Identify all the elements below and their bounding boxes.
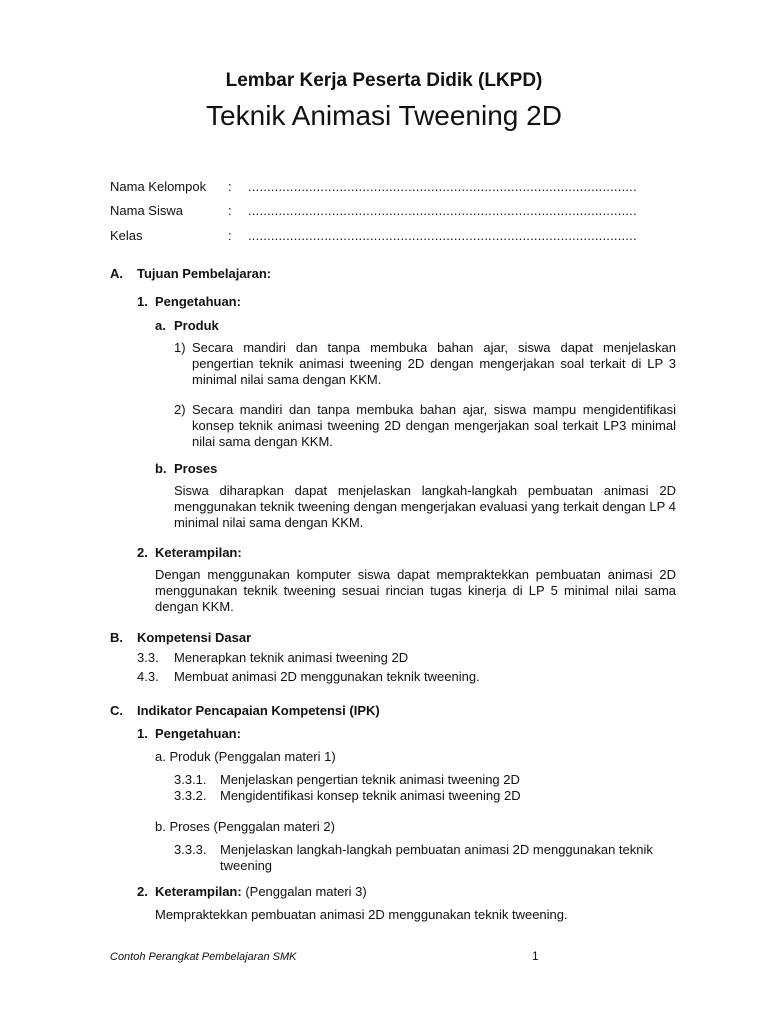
paragraph: Dengan menggunakan komputer siswa dapat mempraktekkan pembuatan animasi 2D menggunakan teknik tweening sesuai rincian tugas kinerja di LP 5 minimal nilai sama dengan KKM. <box>155 567 676 614</box>
field-blank-nama-siswa: ...................................................................................................... <box>248 203 637 218</box>
ipk-text: Mengidentifikasi konsep teknik animasi tweening 2D <box>220 788 521 803</box>
paragraph: Siswa diharapkan dapat menjelaskan langkah-langkah pembuatan animasi 2D menggunakan teknik tweening dengan mengerjakan evaluasi yang terkait dengan LP 4 minimal nilai sama dengan KKM. <box>174 483 676 530</box>
kd-text: Membuat animasi 2D menggunakan teknik tweening. <box>174 669 480 684</box>
subsection-number: 1. <box>137 294 148 309</box>
field-blank-kelas: ...................................................................................................... <box>248 228 637 243</box>
ipk-number: 3.3.2. <box>174 788 207 803</box>
field-label-nama-kelompok: Nama Kelompok <box>110 179 207 194</box>
subsection-title: Pengetahuan: <box>155 294 241 309</box>
section-title: Kompetensi Dasar <box>137 630 252 645</box>
kd-number: 4.3. <box>137 669 159 684</box>
list-number: 1) <box>174 340 186 355</box>
item-letter: b. <box>155 461 167 476</box>
section-title: Tujuan Pembelajaran: <box>137 266 272 281</box>
list-item-text: Secara mandiri dan tanpa membuka bahan ajar, siswa mampu mengidentifikasi konsep teknik animasi tweening 2D dengan mengerjakan soal terkait LP3 minimal nilai sama dengan KKM. <box>192 402 676 449</box>
field-blank-nama-kelompok: ...................................................................................................... <box>248 179 637 194</box>
list-number: 2) <box>174 402 186 417</box>
section-title: Indikator Pencapaian Kompetensi (IPK) <box>137 703 380 718</box>
paragraph: Mempraktekkan pembuatan animasi 2D menggunakan teknik tweening. <box>155 907 568 922</box>
footer-caption: Contoh Perangkat Pembelajaran SMK <box>110 951 297 963</box>
ipk-number: 3.3.3. <box>174 842 207 857</box>
item-title: Proses <box>174 461 218 476</box>
ipk-number: 3.3.1. <box>174 772 207 787</box>
section-letter: C. <box>110 703 123 718</box>
field-label-nama-siswa: Nama Siswa <box>110 203 183 218</box>
field-colon: : <box>228 228 232 243</box>
field-label-kelas: Kelas <box>110 228 143 243</box>
field-colon: : <box>228 203 232 218</box>
document-subtitle: Teknik Animasi Tweening 2D <box>206 100 562 131</box>
subsection-number: 2. <box>137 884 148 899</box>
page-number: 1 <box>532 949 539 963</box>
subsection-title: Keterampilan: <box>155 545 242 560</box>
list-item-text: Secara mandiri dan tanpa membuka bahan ajar, siswa dapat menjelaskan pengertian teknik animasi tweening 2D dengan mengerjakan soal terkait di LP 3 minimal nilai sama dengan KKM. <box>192 340 676 387</box>
ipk-text: Menjelaskan pengertian teknik animasi tweening 2D <box>220 772 520 787</box>
field-colon: : <box>228 179 232 194</box>
subsection-number: 2. <box>137 545 148 560</box>
document-title: Lembar Kerja Peserta Didik (LKPD) <box>225 70 543 91</box>
subsection-title: Keterampilan: <box>155 884 242 899</box>
ipk-text: Menjelaskan langkah-langkah pembuatan animasi 2D menggunakan teknik tweening <box>220 842 653 873</box>
subsection-number: 1. <box>137 726 148 741</box>
item-title: Produk <box>174 318 219 333</box>
kd-text: Menerapkan teknik animasi tweening 2D <box>174 650 409 665</box>
subsection-note: (Penggalan materi 3) <box>245 884 367 899</box>
subsection-title: Pengetahuan: <box>155 726 241 741</box>
item-letter: a. <box>155 318 166 333</box>
section-letter: B. <box>110 630 123 645</box>
kd-number: 3.3. <box>137 650 159 665</box>
item-label: b. Proses (Penggalan materi 2) <box>155 819 335 834</box>
subsection-heading <box>155 884 367 900</box>
item-label: a. Produk (Penggalan materi 1) <box>155 749 336 764</box>
section-letter: A. <box>110 266 123 281</box>
